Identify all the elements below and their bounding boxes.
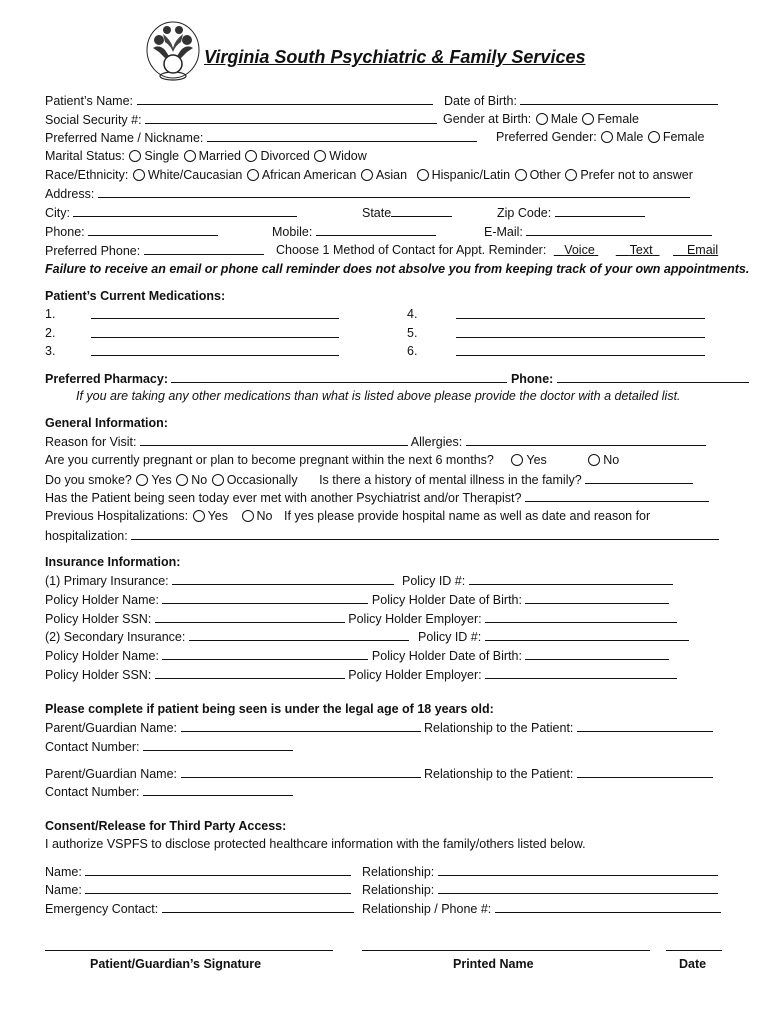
marital-married-radio[interactable]	[184, 150, 196, 162]
primary-insurance-row	[45, 573, 394, 589]
pregnant-no-label: No	[603, 453, 620, 467]
consent-name-label: Name:	[45, 883, 82, 897]
preferred-gender-male-radio[interactable]	[601, 131, 613, 143]
marital-row	[45, 149, 367, 164]
medications-note: If you are taking any other medications than what is listed above please provide the doctor with a detailed list.	[76, 389, 681, 403]
holder-dob-label: Policy Holder Date of Birth:	[371, 593, 522, 607]
holder-ssn-label: Policy Holder SSN:	[45, 612, 152, 626]
emergency-contact-label: Emergency Contact:	[45, 902, 159, 916]
holder-ssn-label: Policy Holder SSN:	[45, 668, 152, 682]
zip-field[interactable]	[555, 205, 645, 217]
contact-text-label: Text	[629, 243, 653, 257]
consent-name-field-1[interactable]	[85, 864, 351, 876]
holder-dob-field-2[interactable]	[525, 648, 669, 660]
guardian-name-label: Parent/Guardian Name:	[45, 767, 178, 781]
dob-field[interactable]	[520, 93, 718, 105]
gender-female-radio[interactable]	[582, 113, 594, 125]
med-number: 2.	[45, 326, 56, 340]
ssn-label: Social Security #:	[45, 113, 142, 127]
reason-field[interactable]	[140, 434, 408, 446]
gender-male-radio[interactable]	[536, 113, 548, 125]
gender-female-label: Female	[597, 112, 639, 126]
guardian-name-label: Parent/Guardian Name:	[45, 721, 178, 735]
zip-label: Zip Code:	[497, 206, 552, 220]
preferred-gender-female-radio[interactable]	[648, 131, 660, 143]
holder-name-row-2	[45, 648, 669, 664]
guardian-relationship-label: Relationship to the Patient:	[423, 767, 574, 781]
holder-name-row-1	[45, 592, 669, 608]
preferred-name-row	[45, 130, 477, 146]
logo-body	[177, 46, 193, 58]
ssn-field[interactable]	[145, 112, 437, 124]
consent-name-label: Name:	[45, 865, 82, 879]
emergency-relationship-field[interactable]	[495, 901, 721, 913]
guardian-contact-row-1	[45, 739, 293, 755]
smoke-no-radio[interactable]	[176, 474, 188, 486]
email-label: E-Mail:	[484, 225, 523, 239]
logo-head	[164, 55, 182, 73]
med-line-1	[45, 307, 55, 322]
general-heading: General Information:	[45, 416, 168, 430]
signature-label: Patient/Guardian’s Signature	[90, 957, 262, 971]
med-field-4[interactable]	[456, 307, 705, 319]
dob-row	[444, 93, 718, 109]
race-hispanic-radio[interactable]	[417, 169, 429, 181]
guardian-contact-label: Contact Number:	[45, 785, 140, 799]
guardian-contact-field-2[interactable]	[143, 784, 293, 796]
holder-ssn-field-1[interactable]	[155, 611, 345, 623]
printed-name-line[interactable]	[362, 950, 650, 951]
contact-method-row	[276, 243, 718, 258]
secondary-insurance-label: (2) Secondary Insurance:	[45, 630, 186, 644]
holder-dob-label: Policy Holder Date of Birth:	[371, 649, 522, 663]
state-row	[362, 205, 452, 221]
logo-head	[163, 26, 171, 34]
primary-policy-field[interactable]	[469, 573, 673, 585]
pregnant-no-radio[interactable]	[588, 454, 600, 466]
race-prefer-not-radio[interactable]	[565, 169, 577, 181]
seen-before-question: Has the Patient being seen today ever met with another Psychiatrist and/or Therapist?	[45, 491, 522, 505]
holder-employer-field-2[interactable]	[485, 667, 677, 679]
marital-single-label: Single	[144, 149, 180, 163]
guardian-row-1	[45, 720, 713, 736]
emergency-relationship-row	[362, 901, 721, 917]
guardian-heading: Please complete if patient being seen is under the legal age of 18 years old:	[45, 702, 494, 716]
preferred-gender-row	[496, 130, 705, 145]
consent-relationship-row-1	[362, 864, 718, 880]
city-field[interactable]	[73, 205, 297, 217]
consent-relationship-label: Relationship:	[362, 865, 435, 879]
marital-single-radio[interactable]	[129, 150, 141, 162]
logo-head	[154, 35, 164, 45]
page-title: Virginia South Psychiatric & Family Services	[204, 47, 586, 67]
hospital-no-label: No	[256, 509, 273, 523]
smoke-yes-radio[interactable]	[136, 474, 148, 486]
pharmacy-phone-field[interactable]	[557, 371, 749, 383]
gender-male-label: Male	[550, 112, 578, 126]
hospitalization-label: hospitalization:	[45, 529, 128, 543]
race-hispanic-label: Hispanic/Latin	[431, 168, 511, 182]
hospitalization-field[interactable]	[131, 528, 719, 540]
race-african-american-label: African American	[261, 168, 357, 182]
emergency-contact-row	[45, 901, 354, 917]
holder-employer-label: Policy Holder Employer:	[348, 612, 482, 626]
email-field[interactable]	[526, 224, 712, 236]
marital-married-label: Married	[198, 149, 241, 163]
emergency-relationship-label: Relationship / Phone #:	[362, 902, 492, 916]
address-field[interactable]	[98, 186, 690, 198]
holder-employer-label: Policy Holder Employer:	[348, 668, 482, 682]
gender-label: Gender at Birth:	[443, 112, 532, 126]
hospital-instruction: If yes please provide hospital name as well as date and reason for	[283, 509, 651, 523]
preferred-gender-male-label: Male	[616, 130, 644, 144]
holder-name-field-1[interactable]	[162, 592, 368, 604]
med-field-6[interactable]	[456, 344, 705, 356]
guardian-name-field-1[interactable]	[181, 720, 421, 732]
phone-field[interactable]	[88, 224, 218, 236]
phone-label: Phone:	[45, 225, 85, 239]
guardian-contact-label: Contact Number:	[45, 740, 140, 754]
hospital-yes-radio[interactable]	[193, 510, 205, 522]
mental-illness-question: Is there a history of mental illness in the family?	[319, 473, 582, 487]
med-number: 3.	[45, 344, 56, 358]
allergies-field[interactable]	[466, 434, 706, 446]
address-row	[45, 186, 690, 202]
holder-ssn-row-1	[45, 611, 677, 627]
medications-heading: Patient’s Current Medications:	[45, 289, 226, 303]
child-silhouettes-logo-icon	[143, 20, 203, 82]
marital-divorced-label: Divorced	[260, 149, 310, 163]
primary-insurance-field[interactable]	[172, 573, 394, 585]
guardian-contact-row-2	[45, 784, 293, 800]
secondary-insurance-field[interactable]	[189, 629, 409, 641]
preferred-name-label: Preferred Name / Nickname:	[45, 131, 204, 145]
pharmacy-field[interactable]	[171, 371, 507, 383]
holder-name-label: Policy Holder Name:	[45, 593, 159, 607]
preferred-gender-female-label: Female	[662, 130, 705, 144]
date-line[interactable]	[666, 950, 722, 951]
seen-before-row	[45, 490, 709, 506]
city-label: City:	[45, 206, 70, 220]
race-white-radio[interactable]	[133, 169, 145, 181]
preferred-phone-label: Preferred Phone:	[45, 244, 141, 258]
consent-relationship-field-2[interactable]	[438, 882, 718, 894]
mobile-field[interactable]	[316, 224, 436, 236]
contact-email-option[interactable]	[673, 243, 718, 257]
holder-name-label: Policy Holder Name:	[45, 649, 159, 663]
logo-body	[153, 46, 169, 58]
pregnant-row	[45, 453, 619, 468]
consent-name-row-1	[45, 864, 351, 880]
state-label: State	[362, 206, 392, 220]
med-field-2[interactable]	[91, 326, 339, 338]
reminder-notice: Failure to receive an email or phone call reminder does not absolve you from keeping track of your own appointments.	[45, 262, 750, 276]
preferred-name-field[interactable]	[207, 130, 477, 142]
med-line-3	[45, 344, 55, 359]
med-number: 5.	[407, 326, 418, 340]
dob-label: Date of Birth:	[444, 94, 517, 108]
guardian-relationship-field-2[interactable]	[577, 766, 713, 778]
patient-name-label: Patient’s Name:	[45, 94, 134, 108]
smoke-question: Do you smoke?	[45, 473, 132, 487]
smoke-occasionally-label: Occasionally	[226, 473, 298, 487]
contact-voice-label: Voice	[564, 243, 595, 257]
med-line-5	[407, 326, 417, 341]
med-number: 1.	[45, 307, 56, 321]
holder-employer-field-1[interactable]	[485, 611, 677, 623]
emergency-contact-field[interactable]	[162, 901, 354, 913]
address-label: Address:	[45, 187, 95, 201]
primary-policy-label: Policy ID #:	[402, 574, 466, 588]
race-other-radio[interactable]	[515, 169, 527, 181]
race-asian-radio[interactable]	[361, 169, 373, 181]
consent-statement: I authorize VSPFS to disclose protected healthcare information with the family/others listed below.	[45, 837, 586, 851]
seen-before-field[interactable]	[525, 490, 709, 502]
med-line-2	[45, 326, 55, 341]
holder-ssn-row-2	[45, 667, 677, 683]
signature-line[interactable]	[45, 950, 333, 951]
secondary-insurance-row	[45, 629, 409, 645]
consent-relationship-field-1[interactable]	[438, 864, 718, 876]
preferred-phone-field[interactable]	[144, 243, 264, 255]
hospitalizations-label: Previous Hospitalizations:	[45, 509, 189, 523]
pregnant-yes-radio[interactable]	[511, 454, 523, 466]
preferred-phone-row	[45, 243, 264, 259]
mobile-row	[272, 224, 436, 240]
pregnant-yes-label: Yes	[526, 453, 547, 467]
pharmacy-label: Preferred Pharmacy:	[45, 372, 168, 386]
contact-text-option[interactable]	[616, 243, 660, 257]
reason-label: Reason for Visit:	[45, 435, 137, 449]
holder-dob-field-1[interactable]	[525, 592, 669, 604]
logo-head	[175, 26, 183, 34]
med-number: 6.	[407, 344, 418, 358]
med-number: 4.	[407, 307, 418, 321]
email-row	[484, 224, 712, 240]
race-white-label: White/Caucasian	[147, 168, 243, 182]
smoke-no-label: No	[191, 473, 208, 487]
printed-name-label: Printed Name	[453, 957, 534, 971]
med-line-4	[407, 307, 417, 322]
guardian-name-field-2[interactable]	[181, 766, 421, 778]
secondary-policy-field[interactable]	[485, 629, 689, 641]
preferred-gender-label: Preferred Gender:	[496, 130, 597, 144]
race-prefer-not-label: Prefer not to answer	[580, 168, 693, 182]
hospitalizations-row	[45, 509, 650, 524]
city-row	[45, 205, 297, 221]
guardian-relationship-label: Relationship to the Patient:	[423, 721, 574, 735]
guardian-row-2	[45, 766, 713, 782]
smoke-occasionally-radio[interactable]	[212, 474, 224, 486]
pharmacy-phone-label: Phone:	[510, 372, 554, 386]
insurance-heading: Insurance Information:	[45, 555, 181, 569]
hospitalization-row	[45, 528, 719, 544]
consent-heading: Consent/Release for Third Party Access:	[45, 819, 287, 833]
phone-row	[45, 224, 218, 240]
race-row	[45, 168, 693, 183]
smoke-yes-label: Yes	[151, 473, 172, 487]
holder-ssn-field-2[interactable]	[155, 667, 345, 679]
mental-illness-field[interactable]	[585, 472, 693, 484]
pregnant-question: Are you currently pregnant or plan to become pregnant within the next 6 months?	[45, 453, 494, 467]
contact-email-label: Email	[686, 243, 719, 257]
state-field[interactable]	[391, 205, 452, 217]
holder-name-field-2[interactable]	[162, 648, 368, 660]
secondary-policy-row	[418, 629, 689, 645]
consent-relationship-label: Relationship:	[362, 883, 435, 897]
race-asian-label: Asian	[375, 168, 408, 182]
marital-divorced-radio[interactable]	[245, 150, 257, 162]
primary-insurance-label: (1) Primary Insurance:	[45, 574, 169, 588]
hospital-yes-label: Yes	[207, 509, 229, 523]
contact-method-label: Choose 1 Method of Contact for Appt. Reminder:	[276, 243, 547, 257]
marital-widow-label: Widow	[329, 149, 367, 163]
pharmacy-row	[45, 371, 749, 387]
smoke-row	[45, 472, 693, 488]
patient-name-field[interactable]	[137, 93, 433, 105]
gender-row	[443, 112, 639, 127]
guardian-contact-field-1[interactable]	[143, 739, 293, 751]
marital-widow-radio[interactable]	[314, 150, 326, 162]
logo-head	[182, 35, 192, 45]
primary-policy-row	[402, 573, 673, 589]
consent-name-row-2	[45, 882, 351, 898]
med-field-3[interactable]	[91, 344, 339, 356]
reason-row	[45, 434, 706, 450]
hospital-no-radio[interactable]	[242, 510, 254, 522]
ssn-row	[45, 112, 437, 128]
med-line-6	[407, 344, 417, 359]
med-field-1[interactable]	[91, 307, 339, 319]
consent-relationship-row-2	[362, 882, 718, 898]
zip-row	[497, 205, 645, 221]
mobile-label: Mobile:	[272, 225, 313, 239]
med-field-5[interactable]	[456, 326, 705, 338]
secondary-policy-label: Policy ID #:	[418, 630, 482, 644]
date-label: Date	[679, 957, 707, 971]
guardian-relationship-field-1[interactable]	[577, 720, 713, 732]
consent-name-field-2[interactable]	[85, 882, 351, 894]
race-other-label: Other	[529, 168, 561, 182]
logo-body	[163, 34, 183, 52]
marital-label: Marital Status:	[45, 149, 125, 163]
contact-voice-option[interactable]	[554, 243, 599, 257]
race-african-american-radio[interactable]	[247, 169, 259, 181]
race-label: Race/Ethnicity:	[45, 168, 129, 182]
patient-name-row	[45, 93, 433, 109]
allergies-label: Allergies:	[410, 435, 463, 449]
